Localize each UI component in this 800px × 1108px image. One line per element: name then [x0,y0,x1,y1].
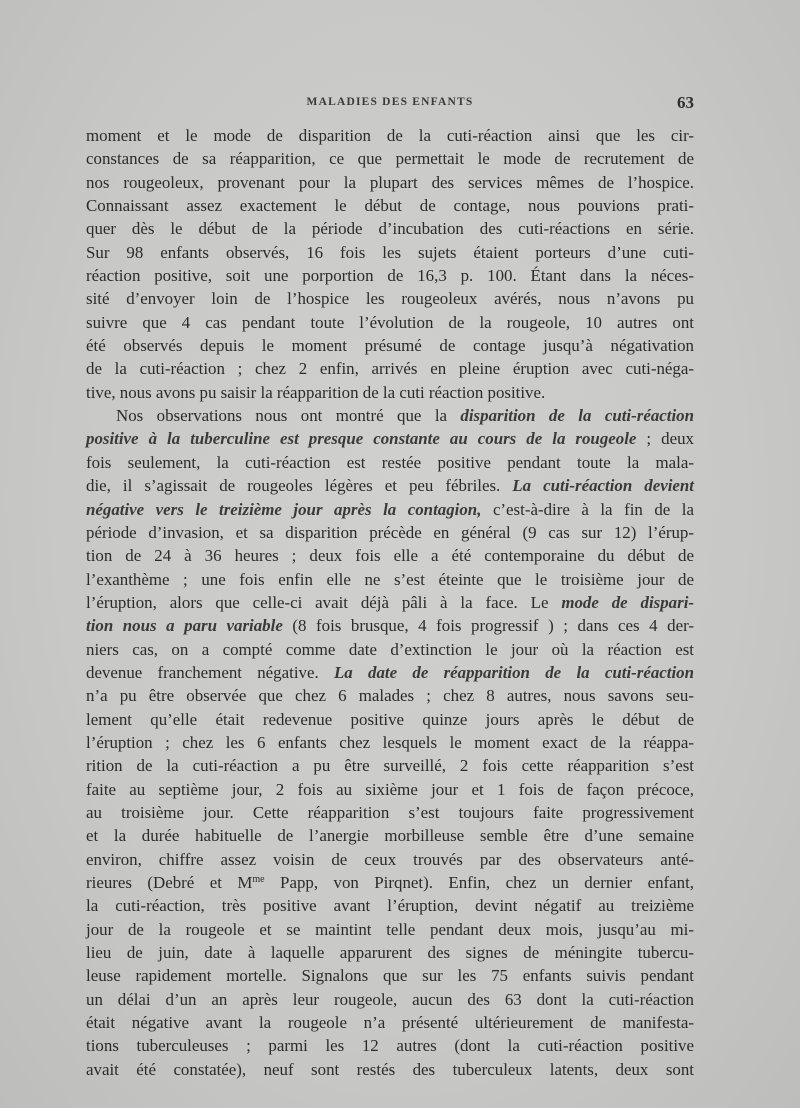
text-line: sité d’envoyer loin de l’hospice les rougeoleux avérés, nous n’avons pu [86,289,694,309]
text-line [86,871,694,894]
text-run: Papp, von Pirqnet). Enfin, chez un dernier enfant, [264,873,694,892]
text-line: un délai d’un an après leur rougeole, aucun des 63 dont la cuti-réaction [86,989,694,1009]
text-line: avait été constatée), neuf sont restés des tuberculeux latents, deux sont [86,1059,694,1079]
text-line [86,474,694,497]
italic-run: tion nous a paru variable [86,616,283,636]
text-line [86,427,694,450]
text-line: période d’invasion, et sa disparition précède en général (9 cas sur 12) l’érup- [86,522,694,542]
text-line: faite au septième jour, 2 fois au sixième jour et 1 fois de façon précoce, [86,779,694,799]
text-line: tion de 24 à 36 heures ; deux fois elle a été contemporaine du début de [86,546,694,566]
text-run: ; deux [636,429,694,449]
text-line: nos rougeoleux, provenant pour la plupart des services mêmes de l’hospice. [86,172,694,192]
text-run: die, il s’agissait de rougeoles légères et peu fébriles. [86,476,513,496]
text-line: tions tuberculeuses ; parmi les 12 autres (dont la cuti-réaction positive [86,1036,694,1056]
text-run: (8 fois brusque, 4 fois progressif ) ; dans ces 4 der- [282,616,695,636]
text-line: tive, nous avons pu saisir la réapparition de la cuti réaction positive. [86,382,546,402]
text-line: la cuti-réaction, très positive avant l’éruption, devint négatif au treizième [86,896,694,916]
text-line: l’éruption ; chez les 6 enfants chez lesquels le moment exact de la réappa- [86,732,694,752]
text-run: c’est-à-dire à la fin de la [481,499,694,519]
text-line: suivre que 4 cas pendant toute l’évolution de la rougeole, 10 autres ont [86,312,694,332]
text-line: fois seulement, la cuti-réaction est restée positive pendant toute la mala- [86,452,694,472]
text-line: rition de la cuti-réaction a pu être surveillé, 2 fois cette réapparition s’est [86,756,694,776]
text-line: était négative avant la rougeole n’a présenté ultérieurement de manifesta- [86,1013,694,1033]
text-line: été observés depuis le moment présumé de contage jusqu’à négativation [86,336,694,356]
text-line [86,404,694,427]
text-line: quer dès le début de la période d’incubation des cuti-réactions en série. [86,219,694,239]
text-line: environ, chiffre assez voisin de ceux trouvés par des observateurs anté- [86,849,694,869]
text-line [86,498,694,521]
text-line: réaction positive, soit une porportion de 16,3 p. 100. Étant dans la néces- [86,266,694,286]
text-line [86,591,694,614]
text-line: lieu de juin, date à laquelle apparurent des signes de méningite tubercu- [86,943,694,963]
text-run: Nos observations nous ont montré que la [116,406,461,426]
text-line: n’a pu être observée que chez 6 malades ; chez 8 autres, nous savons seu- [86,686,694,706]
text-run: l’éruption, alors que celle-ci avait déjà pâli à la face. Le [86,592,562,612]
page-number: 63 [677,93,694,112]
text-line: moment et le mode de disparition de la cuti-réaction ainsi que les cir- [86,126,694,145]
text-line: et la durée habituelle de l’anergie morbilleuse semble être d’une semaine [86,826,694,846]
italic-run: positive à la tuberculine est presque constante au cours de la rougeole [86,429,637,449]
text-line [86,614,694,637]
page-header [86,94,694,116]
text-line: de la cuti-réaction ; chez 2 enfin, arrivés en pleine éruption avec cuti-néga- [86,359,694,379]
italic-run: La cuti-réaction devient [512,476,694,496]
italic-run: disparition de la cuti-réaction [460,406,694,426]
superscript: me [252,874,265,885]
italic-run: mode de dispari- [561,592,695,612]
text-line: jour de la rougeole et se maintint telle pendant deux mois, jusqu’au mi- [86,919,694,939]
text-line: l’exanthème ; une fois enfin elle ne s’est éteinte que le troisième jour de [86,569,694,589]
text-line: au troisième jour. Cette réapparition s’est toujours faite progressivement [86,802,694,822]
text-line: constances de sa réapparition, ce que permettait le mode de recrutement de [86,149,694,169]
text-line: leuse rapidement mortelle. Signalons que sur les 75 enfants suivis pendant [86,966,694,986]
text-run: devenue franchement négative. [86,662,334,682]
running-title: MALADIES DES ENFANTS [306,96,474,108]
text-line: lement qu’elle était redevenue positive quinze jours après le début de [86,709,694,729]
text-line: Connaissant assez exactement le début de contage, nous pouvions prati- [86,196,694,216]
italic-run: négative vers le treizième jour après la contagion, [86,499,482,519]
text-line: Sur 98 enfants observés, 16 fois les sujets étaient porteurs d’une cuti- [86,242,694,262]
text-line: niers cas, on a compté comme date d’extinction le jour où la réaction est [86,639,694,659]
italic-run: La date de réapparition de la cuti-réaction [333,662,695,682]
text-line [86,661,694,684]
text-run: rieures (Debré et M [86,873,253,892]
body-text [86,124,694,1081]
